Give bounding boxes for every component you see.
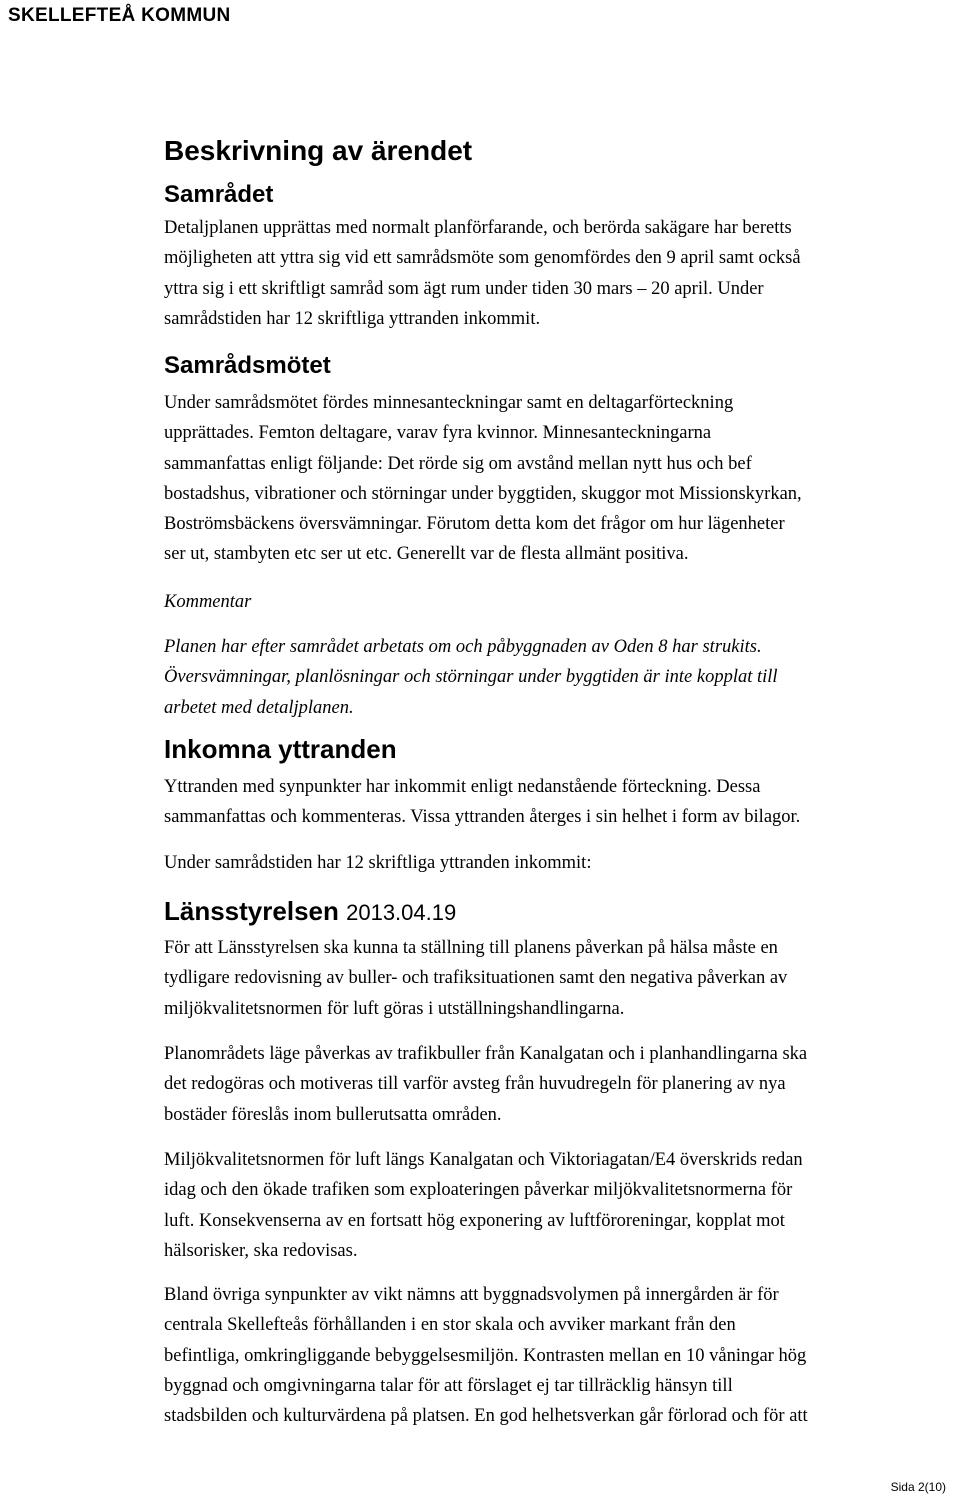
paragraph-lansstyrelsen-1	[164, 933, 959, 1024]
text-line: För att Länsstyrelsen ska kunna ta ställning till planens påverkan på hälsa måste en	[164, 938, 778, 958]
text-line: Bland övriga synpunkter av vikt nämns att byggnadsvolymen på innergården är för	[164, 1285, 779, 1305]
text-line: möjligheten att yttra sig vid ett samrådsmöte som genomfördes den 9 april samt också	[164, 248, 801, 269]
text-line: Miljökvalitetsnormen för luft längs Kanalgatan och Viktoriagatan/E4 överskrids redan	[164, 1150, 803, 1170]
text-line: ser ut, stambyten etc ser ut etc. Generellt var de flesta allmänt positiva.	[164, 544, 689, 565]
comment-paragraph	[164, 632, 959, 723]
text-line: byggnad och omgivningarna talar för att förslaget ej tar tillräcklig hänsyn till	[164, 1375, 733, 1396]
paragraph-inkomna	[164, 772, 959, 833]
heading-inkomna-yttranden: Inkomna yttranden	[164, 734, 397, 764]
authority-name: Länsstyrelsen	[164, 896, 339, 926]
text-line: Yttranden med synpunkter har inkommit enligt nedanstående förteckning. Dessa	[164, 777, 761, 797]
heading-lansstyrelsen	[164, 896, 456, 928]
text-line: befintliga, omkringliggande bebyggelsesmiljön. Kontrasten mellan en 10 våningar hög	[164, 1345, 807, 1366]
text-line: centrala Skellefteås förhållanden i en stor skala och avviker markant från den	[164, 1315, 736, 1336]
heading-samradet: Samrådet	[164, 181, 274, 208]
paragraph-samradet	[164, 213, 959, 334]
text-line: Planen har efter samrådet arbetats om och påbyggnaden av Oden 8 har strukits.	[164, 637, 762, 657]
comment-label	[164, 587, 959, 617]
text-line: Planområdets läge påverkas av trafikbuller från Kanalgatan och i planhandlingarna ska	[164, 1044, 808, 1064]
text-line: miljökvalitetsnormen för luft göras i utställningshandlingarna.	[164, 998, 625, 1019]
text-line: samrådstiden har 12 skriftliga yttranden inkommit.	[164, 308, 541, 329]
paragraph-lansstyrelsen-4	[164, 1280, 959, 1431]
text-line: stadsbilden och kulturvärdena på platsen. En god helhetsverkan går förlorad och för att	[164, 1406, 808, 1427]
text-line: Detaljplanen upprättas med normalt planförfarande, och berörda sakägare har beretts	[164, 218, 792, 238]
statement-date: 2013.04.19	[346, 900, 457, 925]
paragraph-samradsmotet	[164, 388, 959, 570]
text-line: sammanfattas enligt följande: Det rörde sig om avstånd mellan nytt hus och bef	[164, 453, 752, 474]
heading-samradsmotet: Samrådsmötet	[164, 352, 331, 379]
paragraph-lansstyrelsen-2	[164, 1039, 959, 1130]
comment-label-text: Kommentar	[164, 592, 252, 612]
page-number: Sida 2(10)	[890, 1480, 946, 1494]
text-line: sammanfattas och kommenteras. Vissa yttranden återges i sin helhet i form av bilagor.	[164, 807, 801, 828]
text-line: yttra sig i ett skriftligt samråd som ägt rum under tiden 30 mars – 20 april. Under	[164, 278, 764, 299]
paragraph-lansstyrelsen-3	[164, 1145, 959, 1266]
text-line: Översvämningar, planlösningar och störningar under byggtiden är inte kopplat till	[164, 667, 778, 688]
text-line: tydligare redovisning av buller- och trafiksituationen samt den negativa påverkan av	[164, 968, 788, 989]
text-line: bostadshus, vibrationer och störningar under byggtiden, skuggor mot Missionskyrkan,	[164, 483, 802, 504]
text-line: bostäder föreslås inom bullerutsatta områden.	[164, 1104, 502, 1125]
paragraph-count	[164, 848, 959, 878]
page-title: Beskrivning av ärendet	[164, 135, 473, 166]
text-line: idag och den ökade trafiken som exploateringen påverkar miljökvalitetsnormerna för	[164, 1180, 793, 1201]
text-line: luft. Konsekvenserna av en fortsatt hög exponering av luftföroreningar, kopplat mot	[164, 1210, 785, 1231]
organization-header: SKELLEFTEÅ KOMMUN	[8, 5, 231, 26]
text-line: arbetet med detaljplanen.	[164, 697, 354, 718]
text-line: Boströmsbäckens översvämningar. Förutom detta kom det frågor om hur lägenheter	[164, 514, 785, 535]
text-line: upprättades. Femton deltagare, varav fyra kvinnor. Minnesanteckningarna	[164, 423, 712, 444]
text-line: Under samrådstiden har 12 skriftliga yttranden inkommit:	[164, 853, 592, 873]
text-line: hälsorisker, ska redovisas.	[164, 1240, 358, 1261]
text-line: det redogöras och motiveras till varför avsteg från huvudregeln för planering av nya	[164, 1074, 786, 1095]
text-line: Under samrådsmötet fördes minnesanteckningar samt en deltagarförteckning	[164, 393, 734, 413]
